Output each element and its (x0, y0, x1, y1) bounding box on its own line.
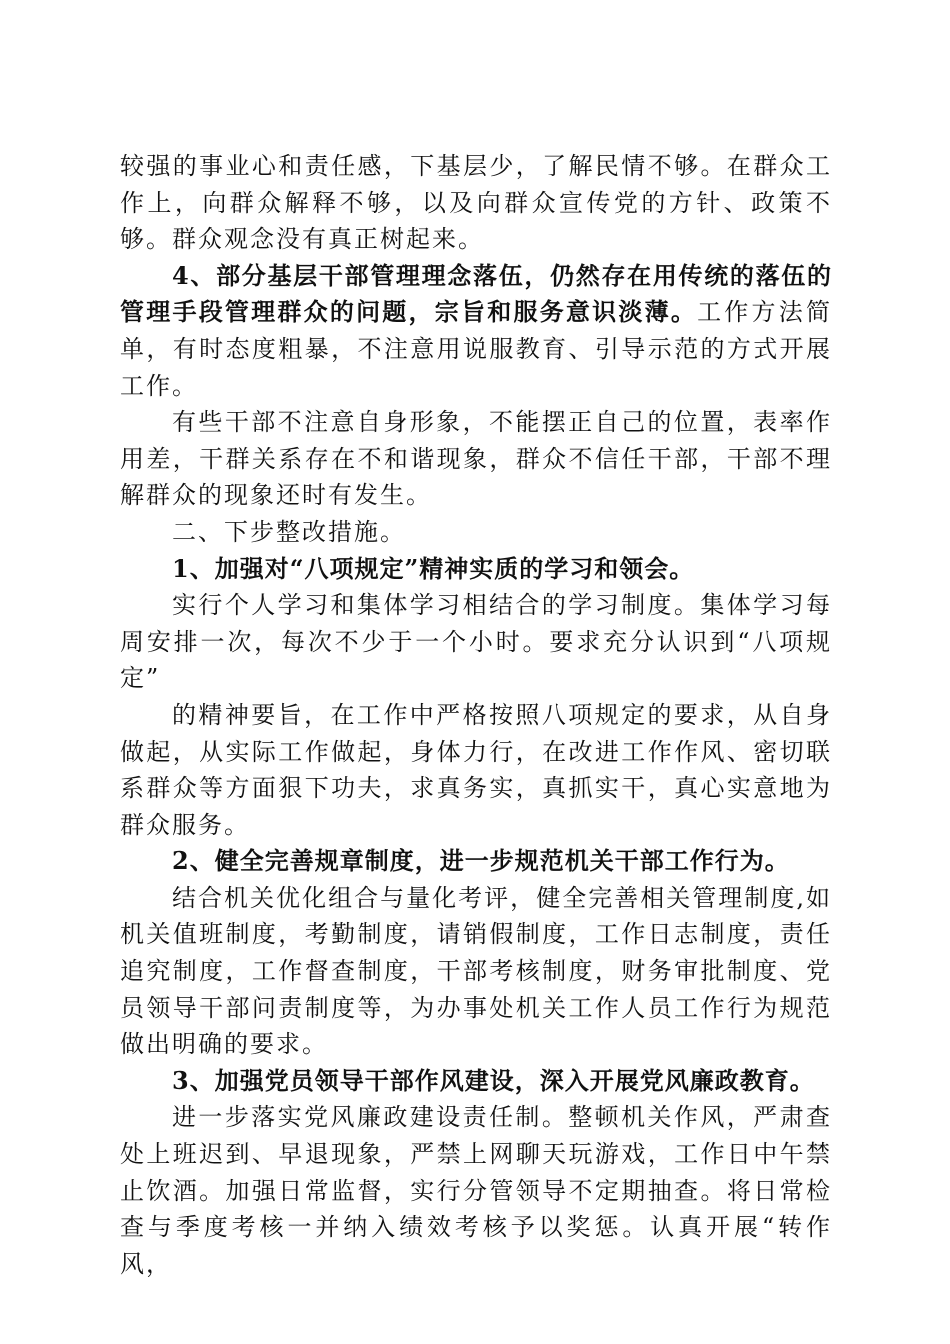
paragraph-10-bold-lead: 3、加强党员领导干部作风建设，深入开展党风廉政教育。 (172, 1065, 815, 1095)
paragraph-2 (120, 258, 832, 404)
paragraph-4-text: 二、下步整改措施。 (172, 517, 406, 546)
paragraph-7-text: 的精神要旨，在工作中严格按照八项规定的要求，从自身做起，从实际工作做起，身体力行，在改进工作作风、密切联系群众等方面狠下功夫，求真务实，真抓实干，真心实意地为群众服务。 (120, 700, 832, 839)
paragraph-8-bold-lead: 2、健全完善规章制度，进一步规范机关干部工作行为。 (172, 846, 790, 876)
section-heading-2 (120, 514, 832, 551)
document-page (120, 148, 832, 1282)
paragraph-6 (120, 587, 832, 697)
paragraph-9-text: 结合机关优化组合与量化考评，健全完善相关管理制度,如机关值班制度，考勤制度，请销假制度，工作日志制度，责任追究制度，工作督查制度，干部考核制度，财务审批制度、党员领导干部问责制度等，为办事处机关工作人员工作行为规范做出明确的要求。 (120, 883, 832, 1059)
paragraph-11 (120, 1099, 832, 1282)
paragraph-1 (120, 148, 832, 258)
paragraph-1-text: 较强的事业心和责任感，下基层少，了解民情不够。在群众工作上，向群众解释不够，以及向群众宣传党的方针、政策不够。群众观念没有真正树起来。 (120, 152, 832, 254)
paragraph-6-text: 实行个人学习和集体学习相结合的学习制度。集体学习每周安排一次，每次不少于一个小时。要求充分认识到“八项规定” (120, 591, 832, 693)
paragraph-2-text: 工作方法简单，有时态度粗暴，不注意用说服教育、引导示范的方式开展工作。 (120, 298, 833, 400)
paragraph-7 (120, 697, 832, 843)
paragraph-3 (120, 404, 832, 514)
measure-heading-3 (120, 1063, 832, 1100)
paragraph-2-bold-lead: 4、部分基层干部管理理念落伍，仍然存在用传统的落伍的管理手段管理群众的问题，宗旨和服务意识淡薄。 (120, 260, 832, 327)
paragraph-11-text: 进一步落实党风廉政建设责任制。整顿机关作风，严肃查处上班迟到、早退现象，严禁上网聊天玩游戏，工作日中午禁止饮酒。加强日常监督，实行分管领导不定期抽查。将日常检查与季度考核一并纳入绩效考核予以奖惩。认真开展“转作风， (120, 1103, 832, 1278)
measure-heading-1 (120, 551, 832, 588)
paragraph-3-text: 有些干部不注意自身形象，不能摆正自己的位置，表率作用差，干群关系存在不和谐现象，群众不信任干部，干部不理解群众的现象还时有发生。 (120, 408, 832, 510)
measure-heading-2 (120, 843, 832, 880)
paragraph-5-bold-lead: 1、加强对“八项规定”精神实质的学习和领会。 (172, 553, 695, 583)
paragraph-9 (120, 880, 832, 1063)
